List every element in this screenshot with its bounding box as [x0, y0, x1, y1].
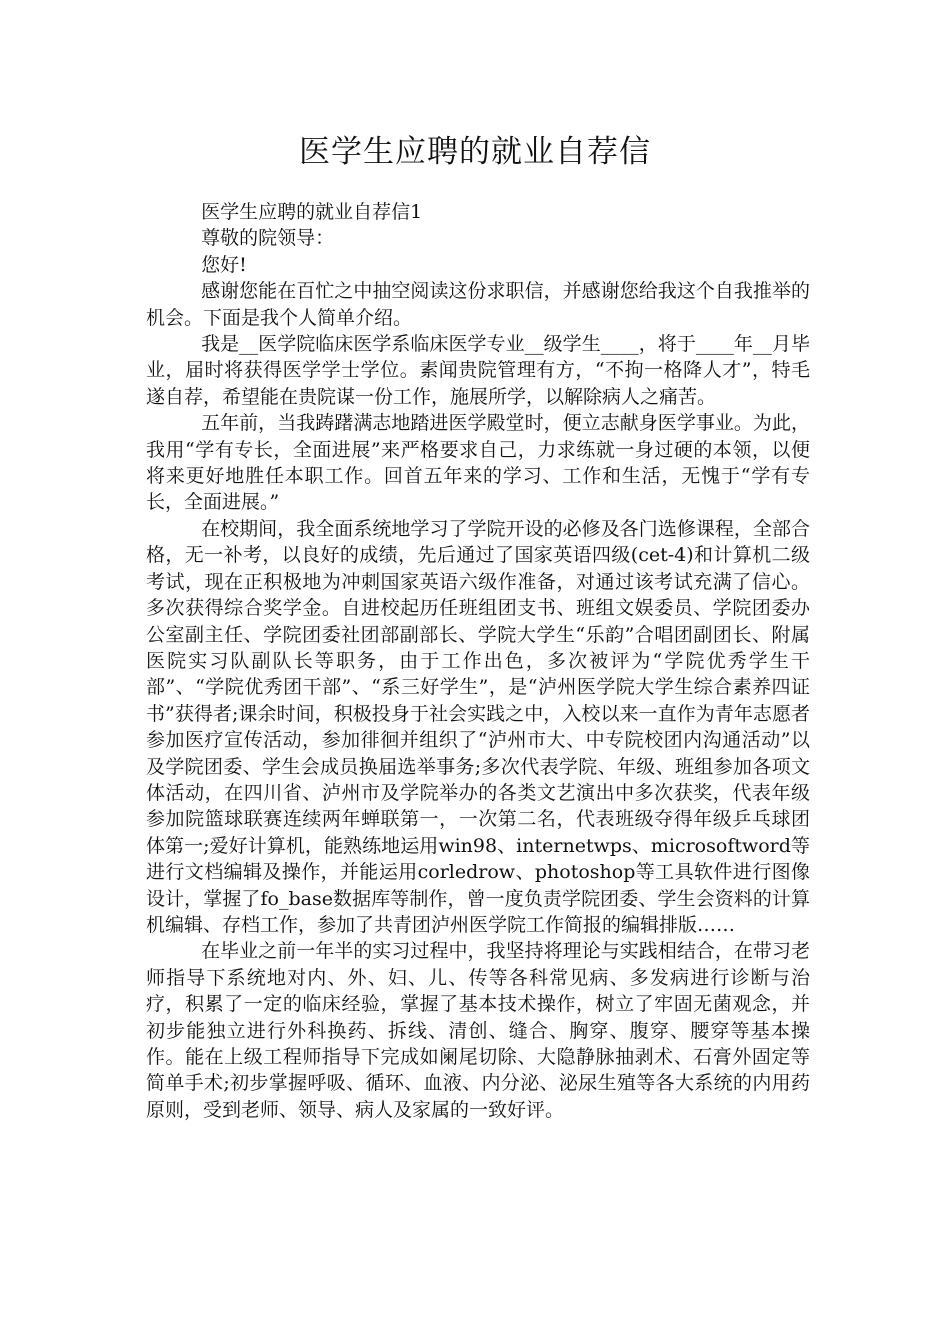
body-paragraph: 感谢您能在百忙之中抽空阅读这份求职信，并感谢您给我这个自我推举的机会。下面是我个人简单介绍。	[146, 280, 810, 329]
body-paragraph: 在校期间，我全面系统地学习了学院开设的必修及各门选修课程，全部合格，无一补考，以良好的成绩，先后通过了国家英语四级(cet-4)和计算机二级考试，现在正积极地为冲刺国家英语六级作准备，对通过该考试充满了信心。多次获得综合奖学金。自进校起历任班组团支书、班组文娱委员、学院团委办公室副主任、学院团委社团部副部长、学院大学生“乐韵”合唱团副团长、附属医院实习队副队长等职务，由于工作出色，多次被评为“学院优秀学生干部”、“学院优秀团干部”、“系三好学生”，是“泸州医学院大学生综合素养四证书”获得者;课余时间，积极投身于社会实践之中，入校以来一直作为青年志愿者参加医疗宣传活动，参加徘徊并组织了“泸州市大、中专院校团内沟通活动”以及学院团委、学生会成员换届选举事务;多次代表学院、年级、班组参加各项文体活动，在四川省、泸州市及学院举办的各类文艺演出中多次获奖，代表年级参加院篮球联赛连续两年蝉联第一，一次第二名，代表班级夺得年级乒乓球团体第一;爱好计算机，能熟练地运用win98、internetwps、microsoftword等进行文档编辑及操作，并能运用corledrow、photoshop等工具软件进行图像设计，掌握了fo_base数据库等制作，曾一度负责学院团委、学生会资料的计算机编辑、存档工作，参加了共青团泸州医学院工作简报的编辑排版……	[146, 517, 810, 936]
letter-salutation: 尊敬的院领导：	[201, 227, 335, 250]
body-paragraph: 五年前，当我踌躇满志地踏进医学殿堂时，便立志献身医学事业。为此，我用“学有专长，全面进展”来严格要求自己，力求练就一身过硬的本领，以便将来更好地胜任本职工作。回首五年来的学习、工作和生活，无愧于“学有专长，全面进展。”	[146, 412, 810, 514]
body-paragraph: 我是__医学院临床医学系临床医学专业__级学生____，将于____年__月毕业，届时将获得医学学士学位。素闻贵院管理有方，“不拘一格降人才”，特毛遂自荐，希望能在贵院谋一份工作，施展所学，以解除病人之痛苦。	[146, 333, 810, 408]
document-body	[146, 199, 810, 1123]
document-title: 医学生应聘的就业自荐信	[299, 134, 651, 170]
letter-greeting: 您好!	[201, 253, 247, 276]
letter-subtitle: 医学生应聘的就业自荐信1	[201, 201, 423, 223]
body-paragraph: 在毕业之前一年半的实习过程中，我坚持将理论与实践相结合，在带习老师指导下系统地对内、外、妇、儿、传等各科常见病、多发病进行诊断与治疗，积累了一定的临床经验，掌握了基本技术操作，树立了牢固无菌观念，并初步能独立进行外科换药、拆线、清创、缝合、胸穿、腹穿、腰穿等基本操作。能在上级工程师指导下完成如阑尾切除、大隐静脉抽剥术、石膏外固定等简单手术;初步掌握呼吸、循环、血液、内分泌、泌尿生殖等各大系统的内用药原则，受到老师、领导、病人及家属的一致好评。	[146, 940, 810, 1121]
